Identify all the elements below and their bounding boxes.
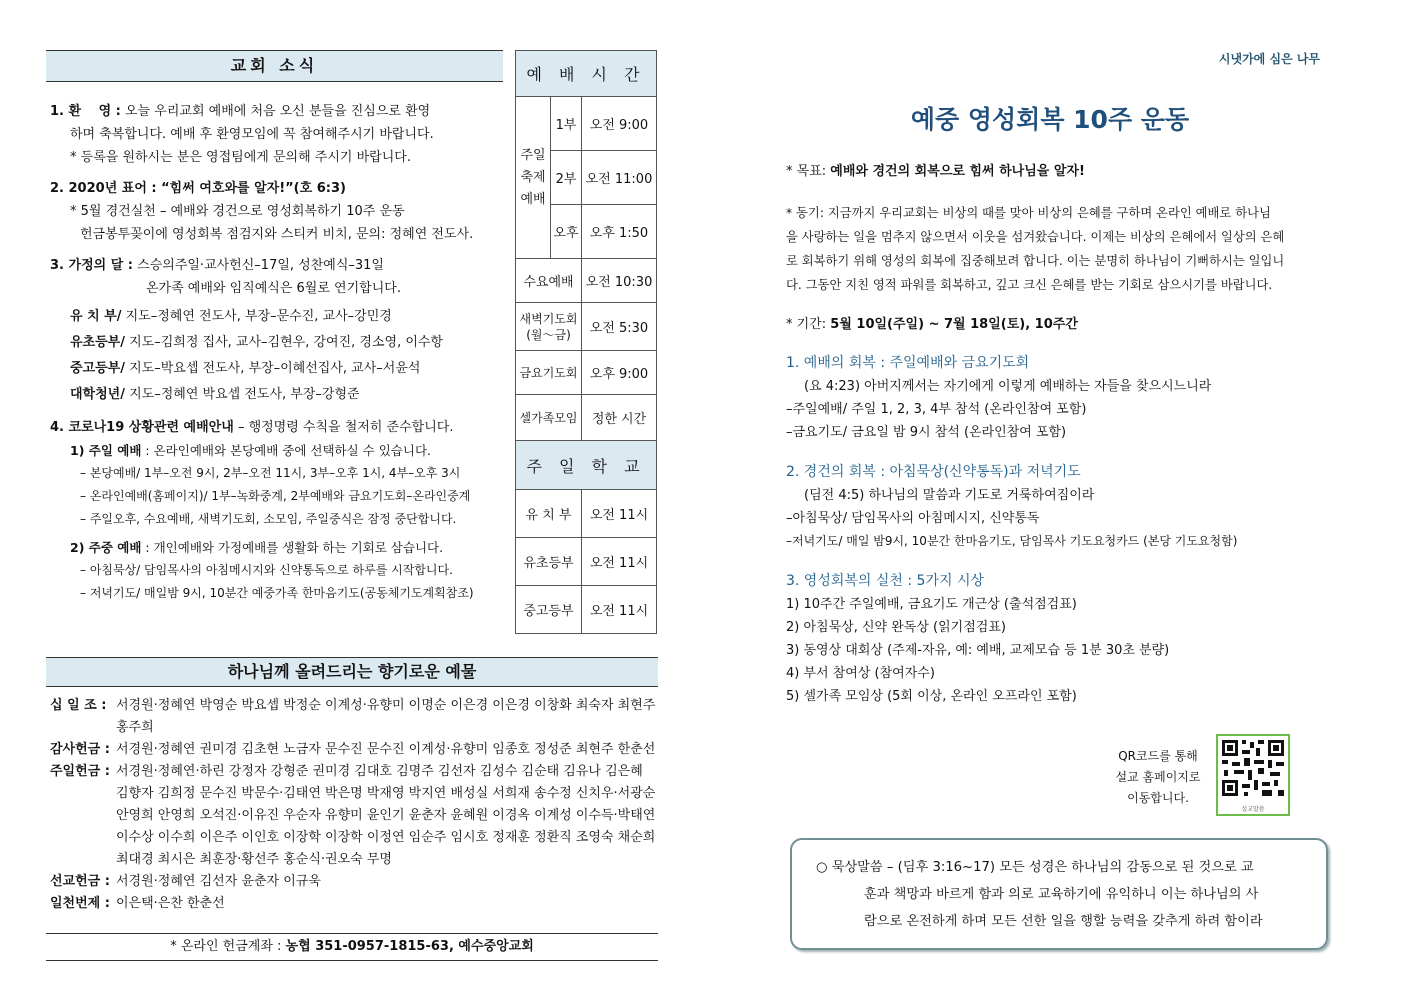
church-news: [50, 100, 510, 605]
news-item-4: [50, 416, 510, 439]
news-item-4-text: – 행정명령 수칙을 철저히 준수합니다.: [237, 420, 454, 435]
sunday-names-4: 이수상 이수희 이은주 이인호 이장학 이장학 이정연 임순주 임시호 정재훈 정환직 조영숙 채순희: [116, 830, 656, 845]
qr-text-1: QR코드를 통해: [1118, 749, 1198, 763]
motive: [786, 201, 1320, 297]
section-1-title: 1. 예배의 회복 : 주일예배와 금요기도회: [786, 355, 1030, 371]
news-item-2-text2: 헌금봉투꽂이에 영성회복 점검지와 스티커 비치, 문의: 정혜연 전도사.: [80, 227, 474, 242]
sunday-names-1: 서경원·정혜연·하린 강정자 강형준 권미경 김대호 김명주 김선자 김성수 김순태 김유나 김은혜: [116, 764, 643, 779]
thanks-label: 감사헌금 :: [50, 742, 110, 757]
fri-time: 오후 9:00: [582, 351, 657, 395]
wed-label: 수요예배: [516, 259, 582, 303]
qr-code-icon: [1218, 736, 1288, 800]
mission-names: 서경원·정혜연 김선자 윤춘자 이규욱: [116, 874, 321, 889]
news-item-3-text1: 스승의주일·교사헌신–17일, 성찬예식–31일: [137, 258, 384, 273]
qr-caption: 설교말씀: [1241, 806, 1265, 813]
cell-time: 정한 시간: [582, 395, 657, 441]
wed-time: 오전 10:30: [582, 259, 657, 303]
school-title: 주 일 학 교: [516, 441, 657, 490]
news-title: 교회 소식: [46, 50, 503, 82]
service-label: 1부: [551, 97, 582, 151]
motive-2: 을 사랑하는 일을 멈추지 않으면서 이웃을 섬겨왔습니다. 이제는 비상의 은혜에서 일상의 은혜: [786, 230, 1285, 244]
sunday-offering-names: [116, 761, 656, 871]
campaign-content: [786, 160, 1320, 708]
motive-1: * 동기: 지금까지 우리교회는 비상의 때를 맞아 비상의 은혜를 구하며 온라인 예배로 하나님: [786, 206, 1271, 220]
offering-list: [50, 695, 656, 915]
service-label: 2부: [551, 151, 582, 205]
thanks-names: 서경원·정혜연 권미경 김초현 노금자 문수진 문수진 이계성·유향미 임종호 정성준 최현주 한춘선: [116, 742, 656, 757]
sub-item-2-b2: – 저녁기도/ 매일밤 9시, 10분간 예중가족 한마음기도(공동체기도계획참조): [80, 586, 474, 600]
service-time: 오전 9:00: [582, 97, 657, 151]
dept-1: [50, 304, 510, 330]
account-prefix: * 온라인 헌금계좌 :: [170, 939, 282, 954]
news-item-1-note: * 등록을 원하시는 분은 영접팀에게 문의해 주시기 바랍니다.: [70, 150, 411, 165]
section-3-item-5: 5) 셀가족 모임상 (5회 이상, 온라인 오프라인 포함): [786, 689, 1077, 704]
meditation-line-2: 훈과 책망과 바르게 함과 의로 교육하기에 유익하니 이는 하나님의 사: [864, 887, 1259, 902]
qr-text-2: 설교 홈페이지로: [1115, 770, 1201, 784]
mission-label: 선교헌금 :: [50, 874, 110, 889]
school-time: 오전 11시: [582, 538, 657, 586]
meditation-box: [790, 838, 1328, 950]
news-item-2-head: 2. 2020년 표어 : “힘써 여호와를 알자!”(호 6:3): [50, 181, 346, 196]
tithe-names: [116, 695, 656, 739]
mission-row: [50, 871, 656, 893]
sub-item-1-b3: – 주일오후, 수요예배, 새벽기도회, 소모임, 주일중식은 잠정 중단합니다.: [80, 512, 457, 526]
section-3-title: 3. 영성회복의 실천 : 5가지 시상: [786, 573, 984, 589]
section-2-title: 2. 경건의 회복 : 아침묵상(신약통독)과 저녁기도: [786, 464, 1081, 480]
tithe-names-2: 홍주희: [116, 720, 154, 735]
cell-label: 셀가족모임: [516, 395, 582, 441]
section-1-bullet-1: –주일예배/ 주일 1, 2, 3, 4부 참석 (온라인참여 포함): [786, 402, 1087, 417]
dept-1-text: 지도–정혜연 전도사, 부장–문수진, 교사–강민경: [125, 309, 392, 324]
meditation-line-1: ○ 묵상말씀 – (딤후 3:16~17) 모든 성경은 하나님의 감동으로 된 것으로 교: [816, 860, 1254, 875]
period: [786, 313, 1320, 336]
sub-item-2-b1: – 아침묵상/ 담임목사의 아침메시지와 신약통독으로 하루를 시작합니다.: [80, 563, 453, 577]
tithe-row: [50, 695, 656, 739]
tithe-label: 십 일 조 :: [50, 698, 107, 713]
motive-3: 로 회복하기 위해 영성의 회복에 집중해보려 합니다. 이는 분명히 하나님이 기뻐하시는 일입니: [786, 254, 1285, 268]
sunday-service-label: 주일 축제 예배: [516, 97, 551, 259]
service-time: 오후 1:50: [582, 205, 657, 259]
sunday-names-2: 김향자 김희정 문수진 박문수·김태연 박은명 박재영 박지연 배성실 서희재 송수정 신치우·서광순: [116, 786, 656, 801]
page-title: 예중 영성회복 10주 운동: [910, 105, 1190, 134]
section-1-bullet-2: –금요기도/ 금요일 밤 9시 참석 (온라인참여 포함): [786, 425, 1067, 440]
section-2-bullet-2: –저녁기도/ 매일 밤9시, 10분간 한마음기도, 담임목사 기도요청카드 (본당 기도요청함): [786, 534, 1238, 548]
meditation-text: [792, 840, 1326, 935]
service-label: 오후: [551, 205, 582, 259]
school-time: 오전 11시: [582, 490, 657, 538]
dept-4: [50, 382, 510, 408]
dept-3-head: 중고등부/: [70, 361, 125, 376]
dawn-label: [516, 303, 582, 351]
qr-code[interactable]: [1216, 734, 1290, 816]
special-row: [50, 893, 656, 915]
section-2-bullet-1: –아침묵상/ 담임목사의 아침메시지, 신약통독: [786, 511, 1040, 526]
sub-item-1-head: 1) 주일 예배: [70, 443, 142, 458]
sub-item-2-head: 2) 주중 예배: [70, 540, 142, 555]
dept-2-text: 지도–김희정 집사, 교사–김현우, 강여진, 경소영, 이수항: [129, 335, 444, 350]
news-item-1-text2: 하며 축복합니다. 예배 후 환영모임에 꼭 참여해주시기 바랍니다.: [70, 127, 434, 142]
dawn-time: 오전 5:30: [582, 303, 657, 351]
thanks-row: [50, 739, 656, 761]
dept-2-head: 유초등부/: [70, 335, 125, 350]
meditation-line-3: 람으로 온전하게 하며 모든 선한 일을 행할 능력을 갖추게 하려 함이라: [864, 914, 1263, 929]
news-item-2-text1: * 5월 경건실천 – 예배와 경건으로 영성회복하기 10주 운동: [70, 204, 405, 219]
fri-label: 금요기도회: [516, 351, 582, 395]
dawn-label-2: (월～금): [526, 327, 571, 342]
school-label: 유초등부: [516, 538, 582, 586]
motive-4: 다. 그동안 지친 영적 파워를 회복하고, 깊고 크신 은혜를 받는 기회로 삼으시기를 바랍니다.: [786, 278, 1273, 292]
goal: [786, 160, 1320, 183]
dept-1-head: 유 치 부/: [70, 309, 122, 324]
tithe-names-1: 서경원·정혜연 박영순 박요셉 박정순 이계성·유향미 이명순 이은경 이은경 이창화 최숙자 최현주: [116, 698, 656, 713]
dept-3: [50, 356, 510, 382]
section-1-verse: (요 4:23) 아버지께서는 자기에게 이렇게 예배하는 자들을 찾으시느니라: [804, 379, 1212, 394]
dept-4-head: 대학청년/: [70, 387, 125, 402]
section-3-item-4: 4) 부서 참여상 (참여자수): [786, 666, 935, 681]
news-item-3: [50, 254, 510, 277]
period-prefix: * 기간:: [786, 317, 827, 332]
dawn-label-1: 새벽기도회: [519, 311, 578, 326]
special-label: 일천번제 :: [50, 896, 110, 911]
sub-item-2-text: : 개인예배와 가정예배를 생활화 하는 기회로 삼습니다.: [145, 540, 444, 555]
news-item-1-head: 1. 환 영 :: [50, 104, 121, 119]
sunday-offering-row: [50, 761, 656, 871]
news-item-3-text2: 온가족 예배와 임직예식은 6월로 연기합니다.: [146, 281, 401, 296]
service-time: 오전 11:00: [582, 151, 657, 205]
goal-text: 예배와 경건의 회복으로 힘써 하나님을 알자!: [830, 164, 1085, 179]
dept-2: [50, 330, 510, 356]
section-3-item-2: 2) 아침묵상, 신약 완독상 (읽기점검표): [786, 620, 1006, 635]
sunday-names-3: 안영희 안영희 오석진·이유진 우순자 유향미 윤인기 윤춘자 윤혜원 이경옥 이계성 이수득·박태연: [116, 808, 656, 823]
sub-item-1-b2: – 온라인예배(홈페이지)/ 1부–녹화중계, 2부예배와 금요기도회–온라인중계: [80, 489, 471, 503]
school-label: 유 치 부: [516, 490, 582, 538]
section-3-item-3: 3) 동영상 대회상 (주제-자유, 예: 예배, 교제모습 등 1분 30초 분량): [786, 643, 1170, 658]
goal-prefix: * 목표:: [786, 164, 827, 179]
worship-title: 예 배 시 간: [516, 51, 657, 97]
news-item-3-head: 3. 가정의 달 :: [50, 258, 133, 273]
account-number: 농협 351-0957-1815-63, 예수중앙교회: [285, 939, 534, 954]
school-time: 오전 11시: [582, 586, 657, 634]
qr-description: [1108, 746, 1208, 809]
sub-item-1-b1: – 본당예배/ 1부–오전 9시, 2부–오전 11시, 3부–오후 1시, 4부–오후 3시: [80, 466, 461, 480]
page-header: 시냇가에 심은 나무: [1218, 52, 1320, 66]
worship-table: [515, 50, 657, 634]
dept-4-text: 지도–정혜연 박요셉 전도사, 부장–강형준: [129, 387, 360, 402]
account-line: [46, 933, 658, 961]
section-2-verse: (딤전 4:5) 하나님의 말씀과 기도로 거룩하여짐이라: [804, 488, 1095, 503]
sub-item-1-text: : 온라인예배와 본당예배 중에 선택하실 수 있습니다.: [145, 443, 432, 458]
period-text: 5월 10일(주일) ~ 7월 18일(토), 10주간: [830, 317, 1078, 332]
school-label: 중고등부: [516, 586, 582, 634]
news-item-1-text: 오늘 우리교회 예배에 처음 오신 분들을 진심으로 환영: [125, 104, 431, 119]
offering-title: 하나님께 올려드리는 향기로운 예물: [46, 657, 658, 687]
sunday-offering-label: 주일헌금 :: [50, 764, 110, 779]
special-names: 이은택·은찬 한춘선: [116, 896, 225, 911]
dept-3-text: 지도–박요셉 전도사, 부장–이혜선집사, 교사–서윤석: [129, 361, 421, 376]
qr-text-3: 이동합니다.: [1127, 791, 1189, 805]
section-3-item-1: 1) 10주간 주일예배, 금요기도 개근상 (출석점검표): [786, 597, 1077, 612]
news-item-4-head: 4. 코로나19 상황관련 예배안내: [50, 420, 234, 435]
sub-item-1: [50, 439, 510, 462]
sunday-names-5: 최대경 최시은 최훈장·황선주 홍순식·권오숙 무명: [116, 852, 392, 867]
news-item-1: [50, 100, 510, 123]
sub-item-2: [50, 536, 510, 559]
